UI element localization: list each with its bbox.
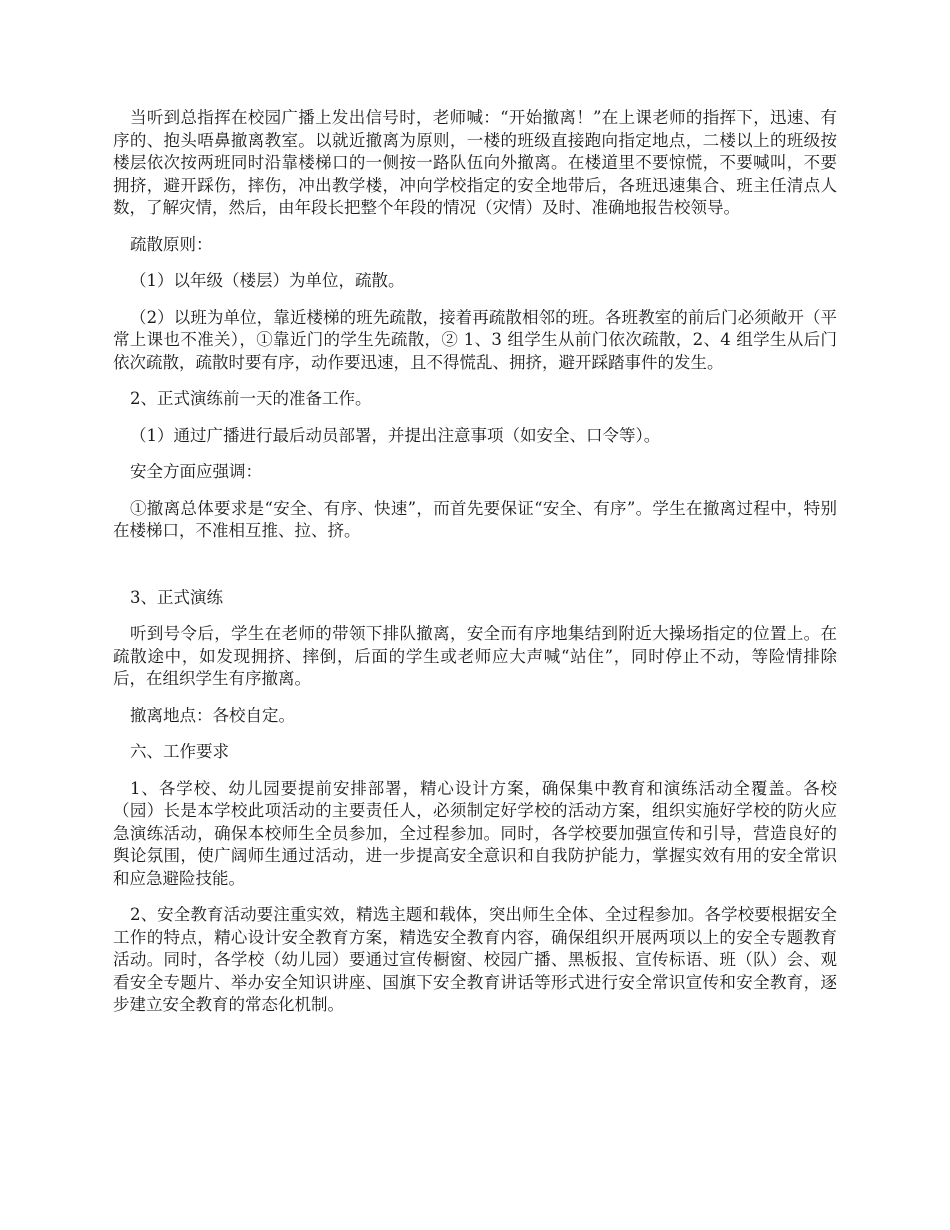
paragraph-section-3-heading: 3、正式演练 <box>130 587 223 607</box>
paragraph-safety-requirements: ①撤离总体要求是“安全、有序、快速”，而首先要保证“安全、有序”。学生在撤离过程中，特别在楼梯口，不准相互推、拉、挤。 <box>113 498 837 540</box>
paragraph-evacuation-location: 撤离地点：各校自定。 <box>130 705 295 725</box>
paragraph-principle-2: （2）以班为单位，靠近楼梯的班先疏散，接着再疏散相邻的班。各班教室的前后门必须敞开（平常上课也不准关），①靠近门的学生先疏散，② 1、3 组学生从前门依次疏散，2、4 组学生从后门依次疏散，疏散时要有序，动作要迅速，且不得慌乱、拥挤，避开踩踏事件的发生。 <box>113 307 837 372</box>
paragraph-principle-1: （1）以年级（楼层）为单位，疏散。 <box>130 271 405 290</box>
paragraph-broadcast-mobilization: （1）通过广播进行最后动员部署，并提出注意事项（如安全、口令等）。 <box>130 425 661 445</box>
paragraph-evacuation-procedure: 当听到总指挥在校园广播上发出信号时，老师喊：“开始撤离！”在上课老师的指挥下，迅速、有序的、抱头唔鼻撤离教室。以就近撤离为原则，一楼的班级直接跑向指定地点，二楼以上的班级按楼层依次按两班同时沿靠楼梯口的一侧按一路队伍向外撤离。在楼道里不要惊慌，不要喊叫，不要拥挤，避开踩伤，摔伤，冲出教学楼，冲向学校指定的安全地带后，各班迅速集合、班主任清点人数，了解灾情，然后，由年段长把整个年段的情况（灾情）及时、准确地报告校领导。 <box>113 108 837 217</box>
paragraph-safety-emphasis-heading: 安全方面应强调： <box>130 462 262 481</box>
paragraph-requirement-2: 2、安全教育活动要注重实效，精选主题和载体，突出师生全体、全过程参加。各学校要根据安全工作的特点，精心设计安全教育方案，精选安全教育内容，确保组织开展两项以上的安全专题教育活动。同时，各学校（幼儿园）要通过宣传橱窗、校园广播、黑板报、宣传标语、班（队）会、观看安全专题片、举办安全知识讲座、国旗下安全教育讲话等形式进行安全常识宣传和安全教育，逐步建立安全教育的常态化机制。 <box>113 905 837 1014</box>
blank-spacer <box>113 557 837 587</box>
paragraph-requirement-1: 1、各学校、幼儿园要提前安排部署，精心设计方案，确保集中教育和演练活动全覆盖。各校（园）长是本学校此项活动的主要责任人，必须制定好学校的活动方案，组织实施好学校的防火应急演练活动，确保本校师生全员参加，全过程参加。同时，各学校要加强宣传和引导，营造良好的舆论氛围，使广阔师生通过活动，进一步提高安全意识和自我防护能力，掌握实效有用的安全常识和应急避险技能。 <box>113 778 837 888</box>
paragraph-evacuation-principles-heading: 疏散原则： <box>130 234 213 254</box>
paragraph-section-6-heading: 六、工作要求 <box>130 742 229 761</box>
paragraph-section-2-heading: 2、正式演练前一天的准备工作。 <box>130 389 372 408</box>
paragraph-drill-description: 听到号令后，学生在老师的带领下排队撤离，安全而有序地集结到附近大操场指定的位置上。在疏散途中，如发现拥挤、摔倒，后面的学生或老师应大声喊“站住”，同时停止不动，等险情排除后，在组织学生有序撤离。 <box>113 624 837 688</box>
document-page <box>113 107 837 1031</box>
